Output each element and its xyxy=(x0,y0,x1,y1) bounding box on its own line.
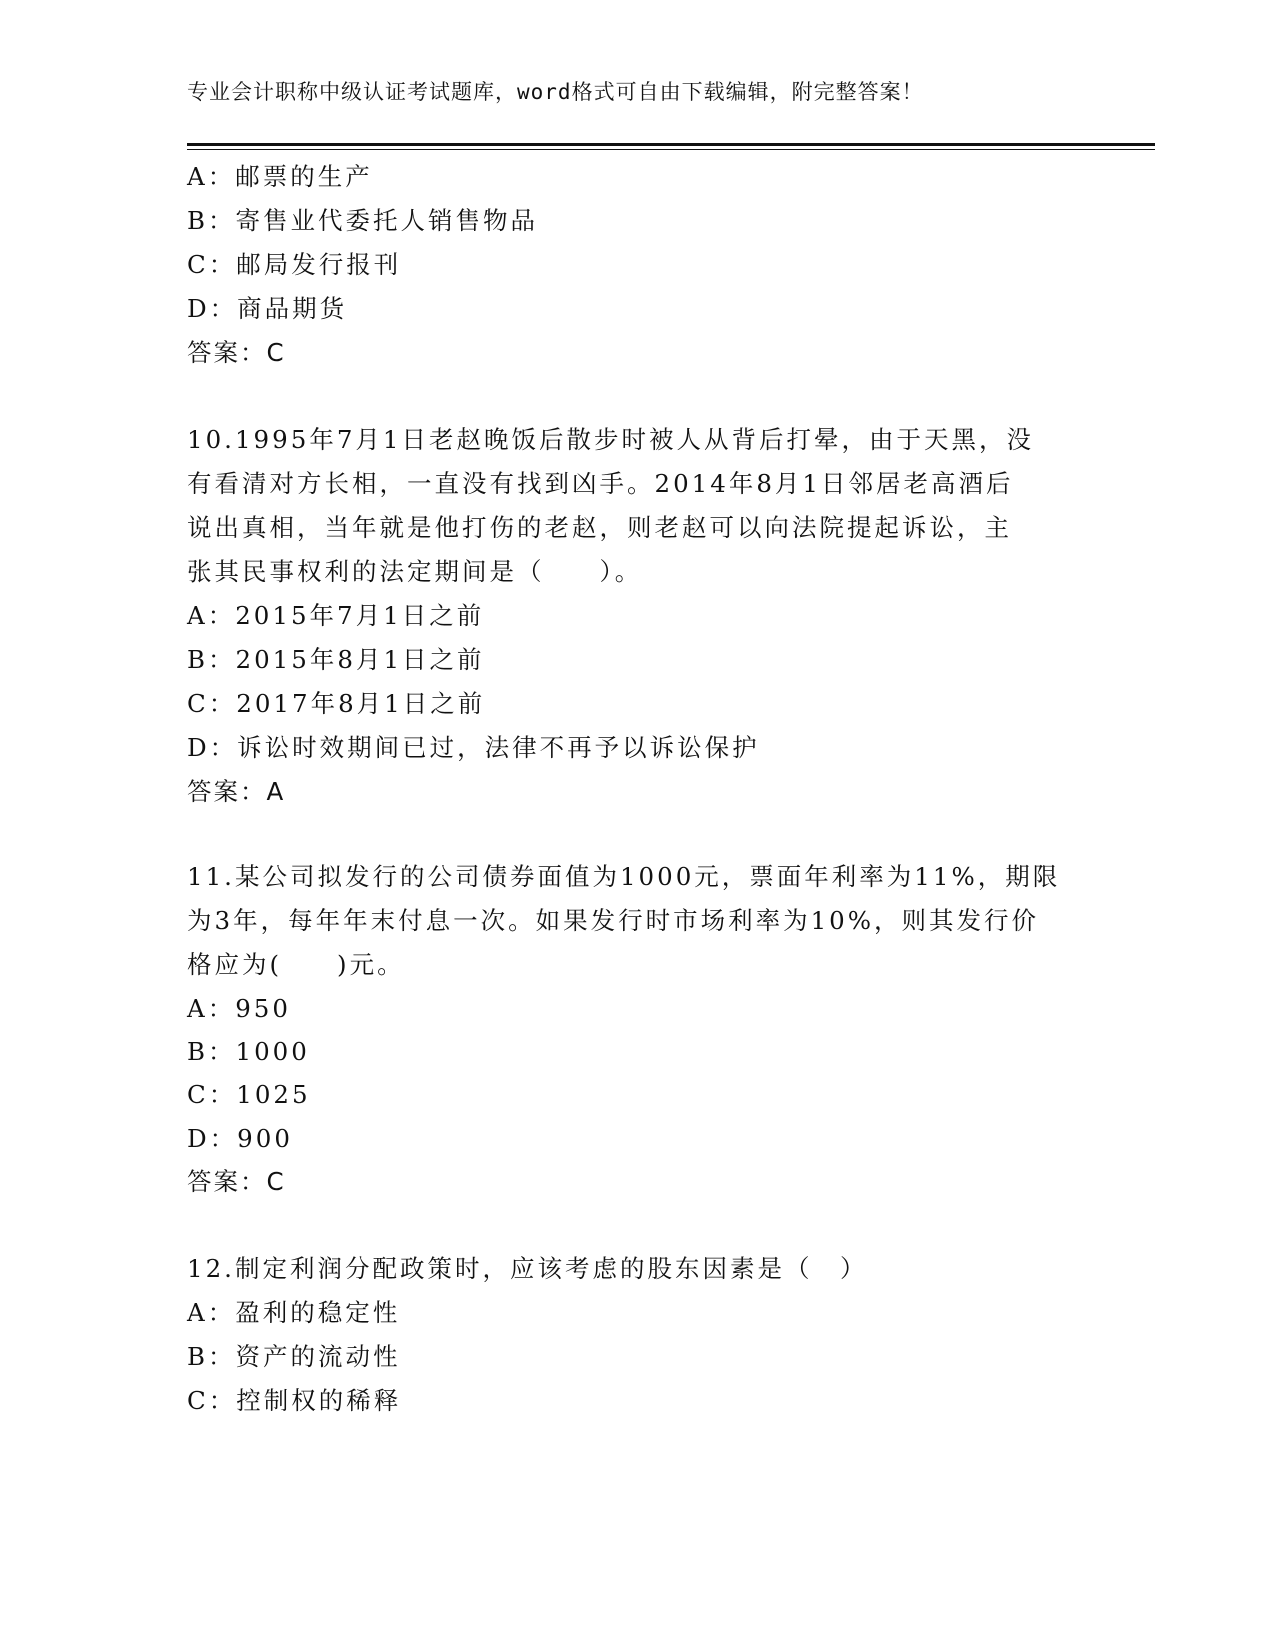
q11-stem-line-1: 11.某公司拟发行的公司债券面值为1000元，票面年利率为11%，期限 xyxy=(187,862,1061,891)
q9-answer: 答案：C xyxy=(187,338,286,367)
q10-answer: 答案：A xyxy=(187,777,286,806)
q9-option-d: D：商品期货 xyxy=(187,294,348,323)
q9-option-a: A：邮票的生产 xyxy=(187,162,373,191)
q9-option-c: C：邮局发行报刊 xyxy=(187,250,402,279)
document-header: 专业会计职称中级认证考试题库，word格式可自由下载编辑，附完整答案！ xyxy=(187,80,924,104)
header-rule-thin xyxy=(187,149,1155,150)
q11-stem-line-2: 为3年，每年年末付息一次。如果发行时市场利率为10%，则其发行价 xyxy=(187,906,1040,935)
q11-option-b: B：1000 xyxy=(187,1037,310,1066)
q10-option-c: C：2017年8月1日之前 xyxy=(187,689,486,718)
q10-option-b: B：2015年8月1日之前 xyxy=(187,645,485,674)
q12-option-b: B：资产的流动性 xyxy=(187,1342,401,1371)
q10-option-a: A：2015年7月1日之前 xyxy=(187,601,485,630)
q12-option-c: C：控制权的稀释 xyxy=(187,1386,402,1415)
q11-stem-line-3: 格应为( )元。 xyxy=(187,950,405,979)
q12-stem-line-1: 12.制定利润分配政策时，应该考虑的股东因素是（ ） xyxy=(187,1254,868,1283)
q11-answer: 答案：C xyxy=(187,1167,286,1196)
q10-option-d: D：诉讼时效期间已过，法律不再予以诉讼保护 xyxy=(187,733,760,762)
q10-stem-line-2: 有看清对方长相，一直没有找到凶手。2014年8月1日邻居老高酒后 xyxy=(187,469,1014,498)
q9-option-b: B：寄售业代委托人销售物品 xyxy=(187,206,539,235)
q12-option-a: A：盈利的稳定性 xyxy=(187,1298,401,1327)
q10-stem-line-1: 10.1995年7月1日老赵晚饭后散步时被人从背后打晕，由于天黑，没 xyxy=(187,425,1034,454)
q11-option-c: C：1025 xyxy=(187,1080,311,1109)
q11-option-d: D：900 xyxy=(187,1124,293,1153)
q11-option-a: A：950 xyxy=(187,994,291,1023)
header-rule-thick xyxy=(187,143,1155,146)
q10-stem-line-3: 说出真相，当年就是他打伤的老赵，则老赵可以向法院提起诉讼，主 xyxy=(187,513,1012,542)
q10-stem-line-4: 张其民事权利的法定期间是（ ）。 xyxy=(187,557,643,586)
